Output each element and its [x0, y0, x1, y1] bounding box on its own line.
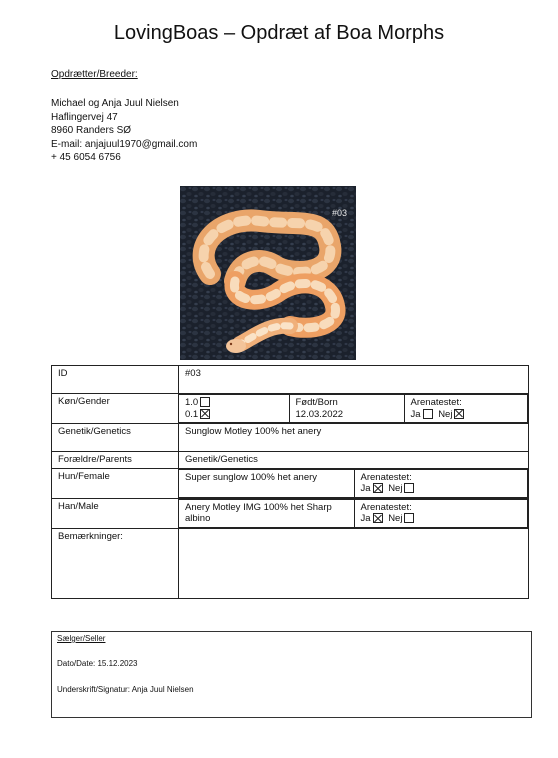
row-remarks: [52, 528, 529, 598]
seller-box: [51, 631, 532, 718]
born-value: 12.03.2022: [295, 408, 344, 420]
breeder-name: Michael og Anja Juul Nielsen: [51, 98, 179, 109]
snake-illustration: [180, 186, 356, 360]
gender-female-label: 0.1: [185, 408, 199, 420]
snake-photo: [180, 186, 356, 360]
row-female: [52, 468, 529, 498]
arena-no-label: Nej: [438, 408, 453, 420]
male-arena-yes-checkbox[interactable]: [373, 513, 383, 523]
animal-info-table: [51, 365, 529, 599]
gender-label: Køn/Gender: [52, 394, 179, 424]
breeder-email: E-mail: anjajuul1970@gmail.com: [51, 138, 198, 150]
id-value: #03: [179, 366, 529, 394]
seller-heading: Sælger/Seller: [57, 634, 106, 643]
male-arena-no-checkbox[interactable]: [404, 513, 414, 523]
female-arena-label: Arenatestet:: [360, 471, 412, 483]
arena-label: Arenatestet:: [410, 397, 462, 408]
female-arena-yes-label: Ja: [360, 483, 371, 494]
genetics-label: Genetik/Genetics: [52, 424, 179, 452]
breeder-contact: [51, 97, 197, 165]
breeder-city: 8960 Randers SØ: [51, 125, 132, 137]
male-arena-no-label: Nej: [388, 513, 403, 524]
row-gender: [52, 394, 529, 424]
arena-yes-checkbox[interactable]: [423, 409, 433, 419]
row-male: [52, 498, 529, 528]
id-label: ID: [52, 366, 179, 394]
parents-value: Genetik/Genetics: [179, 452, 529, 469]
male-arena-label: Arenatestet:: [360, 501, 412, 513]
breeder-street: Haflingervej 47: [51, 111, 118, 123]
page-title: LovingBoas – Opdræt af Boa Morphs: [113, 22, 445, 44]
gender-female-checkbox[interactable]: [200, 409, 210, 419]
genetics-value: Sunglow Motley 100% het anery: [179, 424, 529, 452]
born-label: Født/Born: [295, 397, 338, 408]
gender-born-arena: [179, 394, 528, 423]
remarks-label: Bemærkninger:: [52, 528, 179, 598]
seller-signature: Underskrift/Signatur: Anja Juul Nielsen: [57, 685, 194, 694]
female-arena-yes-checkbox[interactable]: [373, 483, 383, 493]
male-value: Anery Motley IMG 100% het Sharp albino: [179, 499, 354, 527]
parents-label: Forældre/Parents: [52, 452, 179, 469]
row-id: [52, 366, 529, 394]
female-label: Hun/Female: [52, 468, 179, 498]
remarks-value[interactable]: [179, 528, 529, 598]
male-label: Han/Male: [52, 498, 179, 528]
breeder-phone: + 45 6054 6756: [51, 152, 121, 164]
arena-yes-label: Ja: [410, 408, 421, 420]
gender-male-checkbox[interactable]: [200, 397, 210, 407]
female-arena-no-label: Nej: [388, 483, 403, 494]
female-value: Super sunglow 100% het anery: [179, 469, 354, 497]
arena-no-checkbox[interactable]: [454, 409, 464, 419]
gender-male-label: 1.0: [185, 397, 199, 408]
photo-id-label: #03: [332, 208, 348, 218]
breeder-heading: Opdrætter/Breeder:: [51, 69, 138, 80]
male-arena-yes-label: Ja: [360, 513, 371, 524]
female-arena-no-checkbox[interactable]: [404, 483, 414, 493]
row-parents: [52, 452, 529, 469]
row-genetics: [52, 424, 529, 452]
seller-date: Dato/Date: 15.12.2023: [57, 659, 138, 668]
